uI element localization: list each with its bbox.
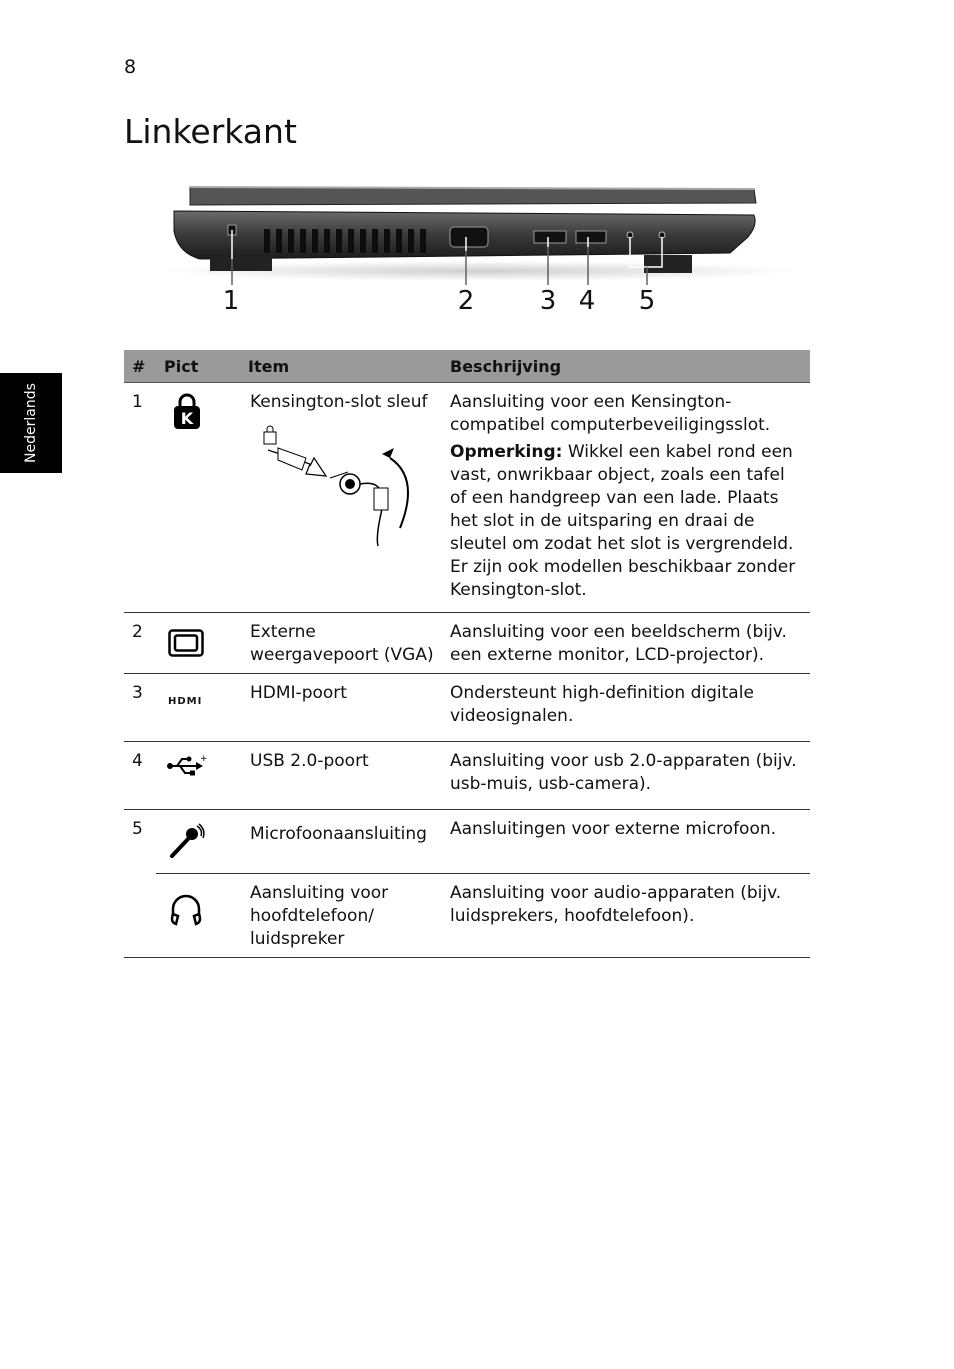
callout-4: 4 [578,286,596,316]
note-label: Opmerking: [450,442,563,462]
vga-port-icon [168,629,204,657]
svg-text:+: + [200,754,208,764]
row-item: HDMI-poort [240,674,442,742]
table-header-row [124,350,810,383]
microphone-icon [168,824,204,860]
row-num: 4 [124,742,156,810]
kensington-lock-icon [172,391,202,431]
row-desc: Aansluiting voor audio-apparaten (bijv. luidsprekers, hoofdtelefoon). [442,874,810,958]
header-item: Item [240,350,442,383]
row-num: 5 [132,819,143,839]
page-title: Linkerkant [124,112,297,151]
row-num: 3 [124,674,156,742]
callout-1: 1 [222,286,240,316]
row-desc: Aansluitingen voor externe microfoon. [442,810,810,874]
table-row [124,674,810,742]
table-row [124,810,810,874]
note-text: Wikkel een kabel rond een vast, onwrikbaar object, zoals een tafel of een handgreep van een lade. Plaats het slot in de uitsparing en draai de sleutel om zodat het slot is vergrendeld. Er zijn ook modellen beschikbaar zonder Kensington-slot. [450,442,796,600]
header-desc: Beschrijving [442,350,810,383]
language-side-tab [0,373,62,473]
row-num: 1 [124,383,156,613]
kensington-lock-illustration [250,418,420,548]
row-item: Externe weergavepoort (VGA) [240,613,442,674]
header-num: # [124,350,156,383]
row-desc: Aansluiting voor een Kensington-compatibel computerbeveiligingsslot. [450,392,771,435]
row-note [450,441,804,602]
row-item: Aansluiting voor hoofdtelefoon/ luidspreker [240,874,442,958]
callout-3: 3 [539,286,557,316]
row-desc: Ondersteunt high-definition digitale videosignalen. [442,674,810,742]
headphones-icon [168,892,204,928]
row-item: Kensington-slot sleuf [250,392,428,412]
table-row [124,613,810,674]
table-row [124,383,810,613]
usb-icon [166,754,206,778]
table-row [124,874,810,958]
header-pict: Pict [156,350,240,383]
svg-text:K: K [180,409,194,428]
row-item: USB 2.0-poort [240,742,442,810]
ports-table [124,350,810,958]
callout-2: 2 [457,286,475,316]
table-row [124,742,810,810]
row-desc: Aansluiting voor usb 2.0-apparaten (bijv. usb-muis, usb-camera). [442,742,810,810]
callout-5: 5 [638,286,656,316]
hdmi-icon: HDMI [168,696,203,707]
row-num [124,874,156,958]
row-desc: Aansluiting voor een beeldscherm (bijv. een externe monitor, LCD-projector). [442,613,810,674]
side-tab-label: Nederlands [23,383,39,463]
page-number: 8 [124,56,137,78]
row-item: Microfoonaansluiting [240,810,442,874]
row-num: 2 [124,613,156,674]
